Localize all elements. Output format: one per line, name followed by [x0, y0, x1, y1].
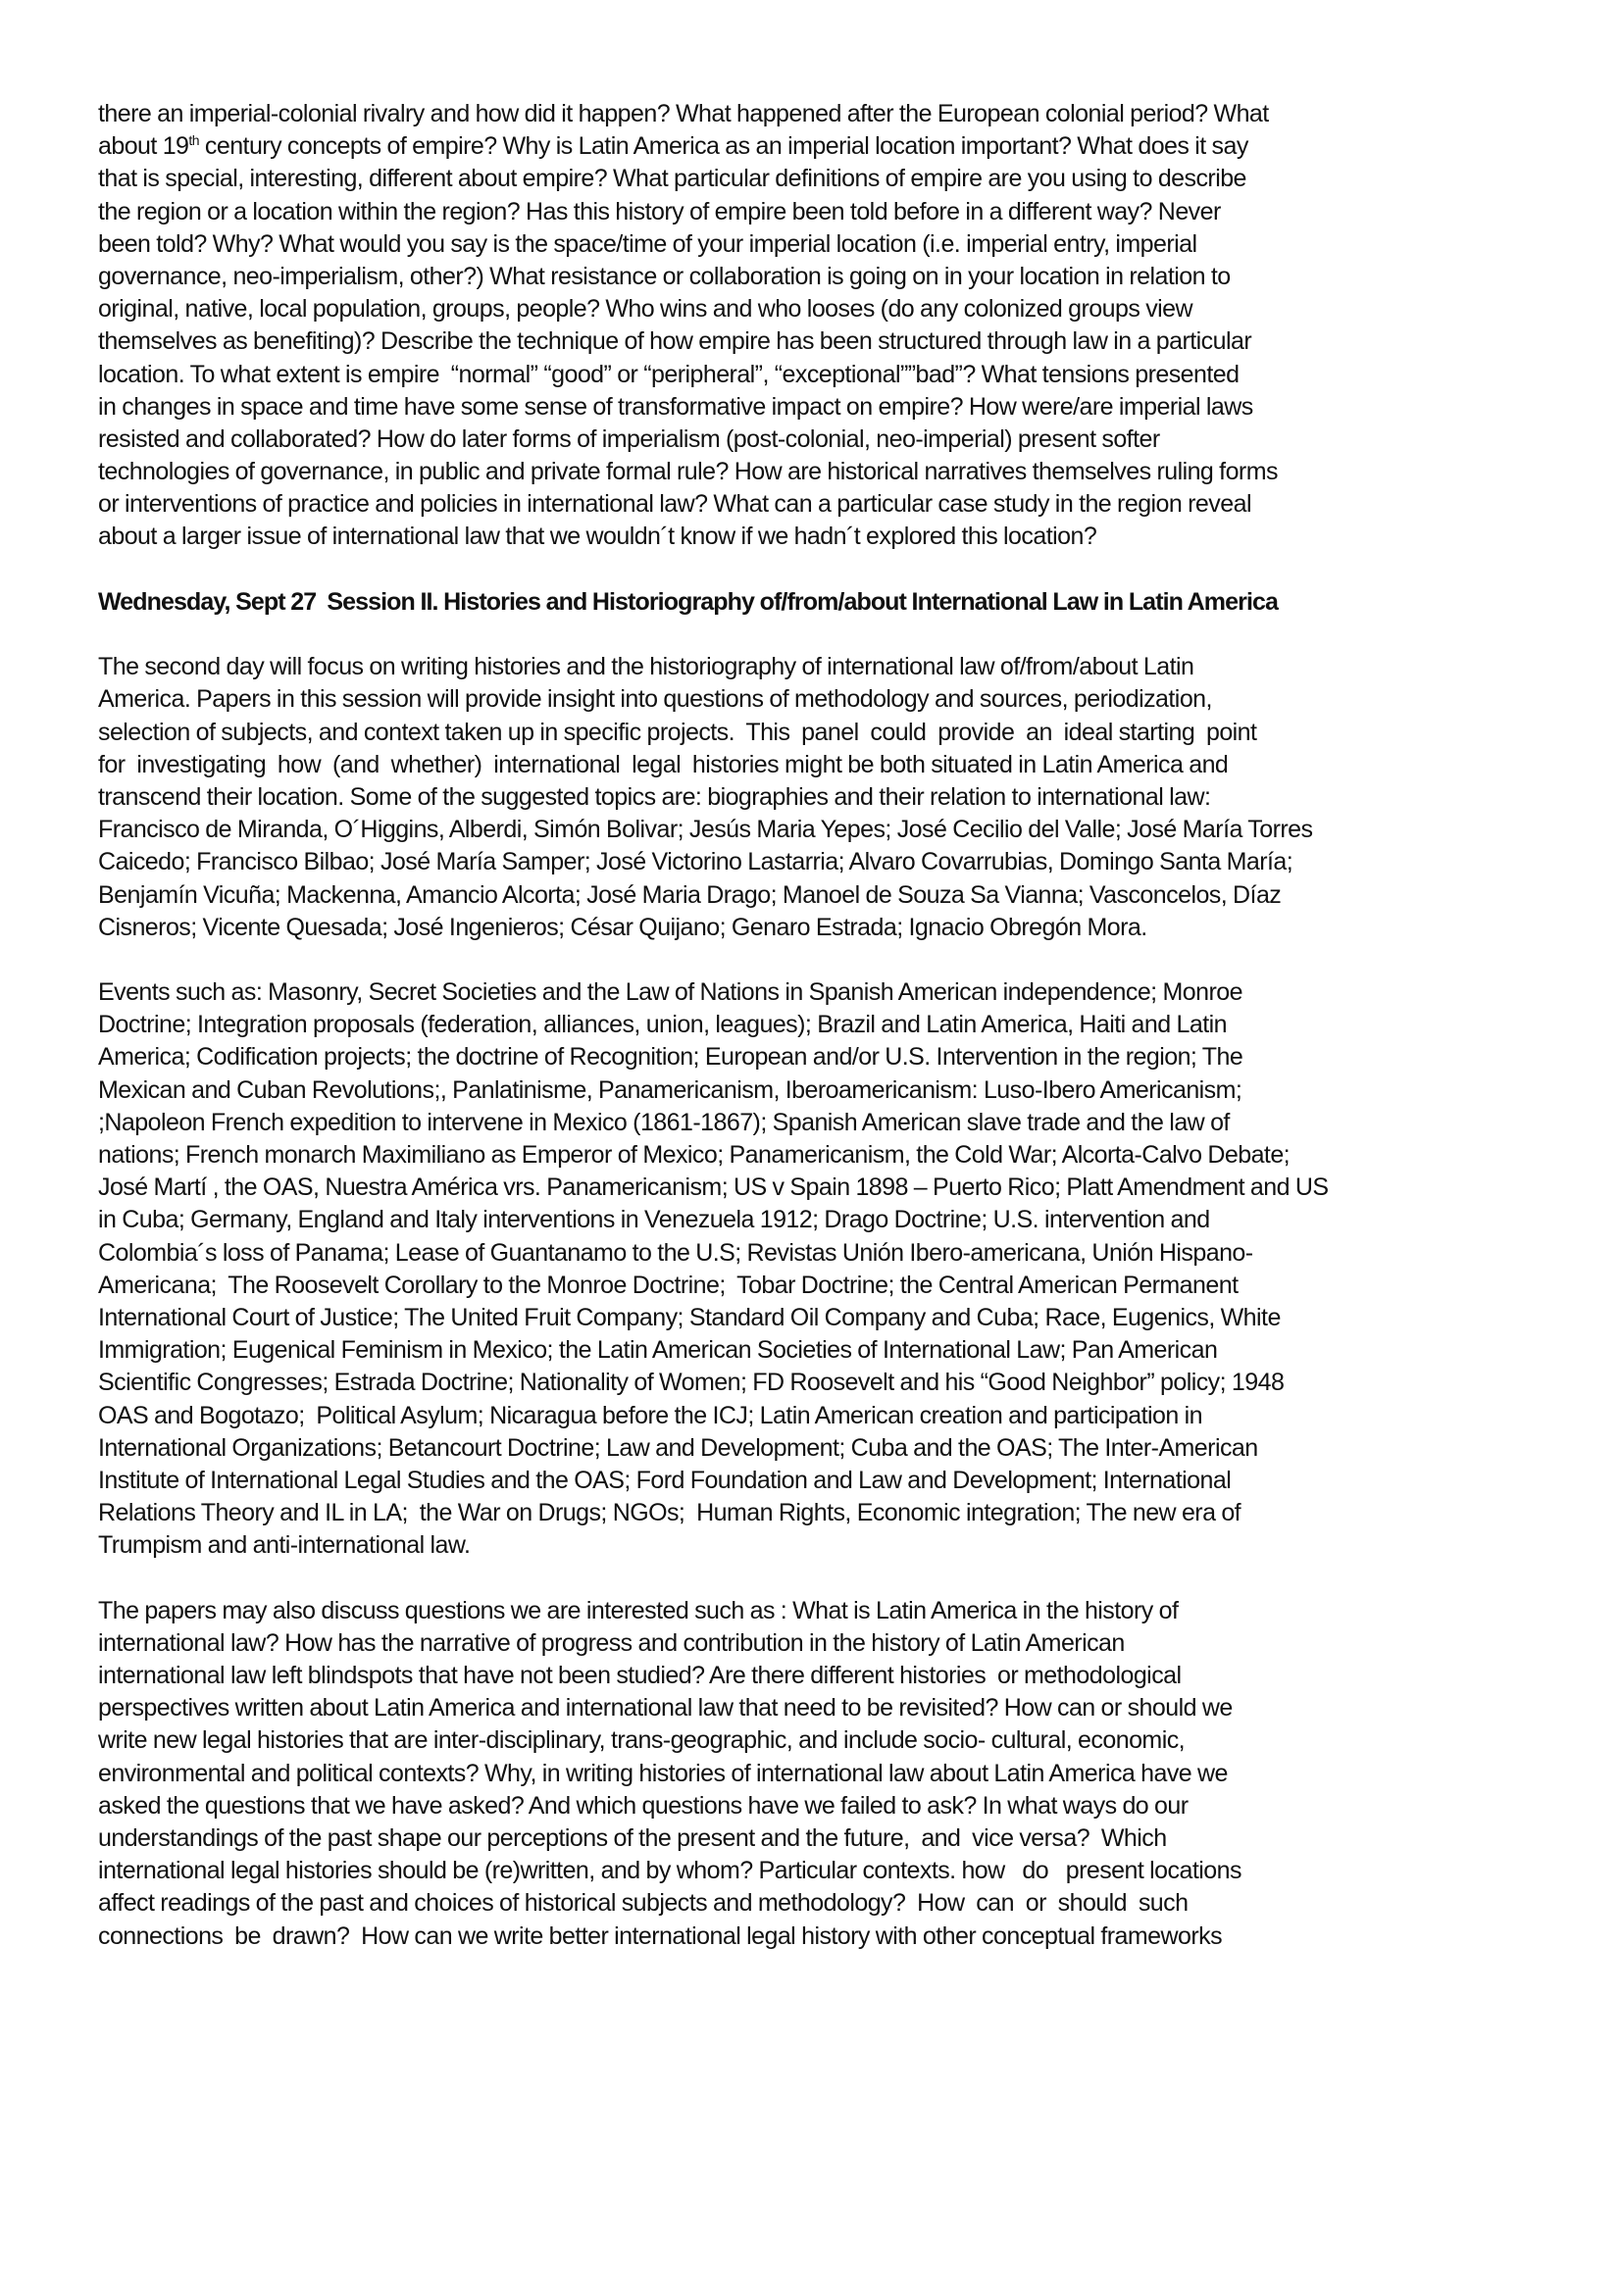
events-line: Doctrine; Integration proposals (federation, alliances, union, leagues); Brazil and Latin America, Haiti and Latin	[98, 1011, 1227, 1039]
questions-line: asked the questions that we have asked? And which questions have we failed to ask? In what ways do our	[98, 1791, 1189, 1820]
session-heading-text: Wednesday, Sept 27 Session II. Histories and Historiography of/from/about International Law in Latin America	[98, 587, 1279, 616]
questions-line: international law? How has the narrative of progress and contribution in the history of Latin American	[98, 1628, 1125, 1657]
intro-line: original, native, local population, groups, people? Who wins and who looses (do any colonized groups view	[98, 295, 1193, 324]
paragraph-gap	[98, 944, 1540, 976]
intro-line: or interventions of practice and policies in international law? What can a particular case study in the region reveal	[98, 490, 1251, 519]
session-line: America. Papers in this session will provide insight into questions of methodology and sources, periodization,	[98, 685, 1212, 714]
intro-line: location. To what extent is empire “normal” “good” or “peripheral”, “exceptional””bad”? What tensions presented	[98, 360, 1240, 388]
questions-line: international legal histories should be (re)written, and by whom? Particular contexts. how do present locations	[98, 1857, 1241, 1885]
events-line: Trumpism and anti-international law.	[98, 1531, 471, 1560]
events-line: Mexican and Cuban Revolutions;, Panlatinisme, Panamericanism, Iberoamericanism: Luso-Ibero Americanism;	[98, 1075, 1242, 1104]
events-line: Relations Theory and IL in LA; the War on Drugs; NGOs; Human Rights, Economic integration; The new era of	[98, 1499, 1241, 1527]
intro-line: the region or a location within the region? Has this history of empire been told before in a different way? Never	[98, 197, 1221, 225]
intro-line: resisted and collaborated? How do later forms of imperialism (post-colonial, neo-imperial) present softer	[98, 424, 1160, 453]
questions-line: write new legal histories that are inter-disciplinary, trans-geographic, and include socio- cultural, economic,	[98, 1726, 1186, 1755]
session-line: The second day will focus on writing histories and the historiography of international law of/from/about Latin	[98, 653, 1194, 681]
questions-paragraph	[98, 1595, 1540, 1953]
intro-line: themselves as benefiting)? Describe the technique of how empire has been structured through law in a particular	[98, 327, 1252, 356]
session-line: transcend their location. Some of the suggested topics are: biographies and their relation to international law:	[98, 782, 1211, 811]
events-line: Americana; The Roosevelt Corollary to the Monroe Doctrine; Tobar Doctrine; the Central American Permanent	[98, 1271, 1239, 1299]
questions-line: The papers may also discuss questions we are interested such as : What is Latin America in the history of	[98, 1596, 1179, 1624]
questions-line: connections be drawn? How can we write better international legal history with other conceptual frameworks	[98, 1922, 1223, 1950]
session-line: for investigating how (and whether) international legal histories might be both situated in Latin America and	[98, 750, 1229, 778]
session-line: Caicedo; Francisco Bilbao; José María Samper; José Victorino Lastarria; Alvaro Covarrubias, Domingo Santa María;	[98, 848, 1293, 876]
questions-line: perspectives written about Latin America and international law that need to be revisited? How can or should we	[98, 1694, 1233, 1722]
events-line: Events such as: Masonry, Secret Societies and the Law of Nations in Spanish American independence; Monroe	[98, 978, 1242, 1007]
paragraph-gap	[98, 554, 1540, 586]
paragraph-gap	[98, 1562, 1540, 1594]
session-line: Cisneros; Vicente Quesada; José Ingenieros; César Quijano; Genaro Estrada; Ignacio Obregón Mora.	[98, 913, 1147, 941]
intro-line: been told? Why? What would you say is the space/time of your imperial location (i.e. imperial entry, imperial	[98, 229, 1197, 258]
events-line: in Cuba; Germany, England and Italy interventions in Venezuela 1912; Drago Doctrine; U.S. intervention and	[98, 1206, 1210, 1234]
intro-line: about 19th century concepts of empire? Why is Latin America as an imperial location important? What does it say	[98, 132, 1248, 161]
events-line: ;Napoleon French expedition to intervene in Mexico (1861-1867); Spanish American slave trade and the law of	[98, 1108, 1230, 1136]
events-paragraph	[98, 976, 1540, 1562]
intro-paragraph	[98, 98, 1540, 554]
intro-line: technologies of governance, in public and private formal rule? How are historical narratives themselves ruling forms	[98, 458, 1278, 486]
document-page	[98, 98, 1540, 1953]
events-line: Colombia´s loss of Panama; Lease of Guantanamo to the U.S; Revistas Unión Ibero-americana, Unión Hispano-	[98, 1238, 1253, 1267]
intro-line: about a larger issue of international law that we wouldn´t know if we hadn´t explored this location?	[98, 523, 1097, 551]
session-description-paragraph	[98, 651, 1540, 944]
session-heading	[98, 586, 1540, 619]
questions-line: understandings of the past shape our perceptions of the present and the future, and vice versa? Which	[98, 1823, 1167, 1852]
paragraph-gap	[98, 619, 1540, 651]
intro-line: there an imperial-colonial rivalry and how did it happen? What happened after the European colonial period? What	[98, 100, 1269, 127]
events-line: International Organizations; Betancourt Doctrine; Law and Development; Cuba and the OAS; The Inter-American	[98, 1433, 1258, 1462]
questions-line: affect readings of the past and choices of historical subjects and methodology? How can or should such	[98, 1889, 1189, 1918]
events-line: Institute of International Legal Studies and the OAS; Ford Foundation and Law and Development; International	[98, 1466, 1232, 1494]
events-line: America; Codification projects; the doctrine of Recognition; European and/or U.S. Intervention in the region; The	[98, 1043, 1243, 1072]
superscript: th	[188, 132, 199, 149]
intro-line: in changes in space and time have some sense of transformative impact on empire? How were/are imperial laws	[98, 392, 1253, 421]
session-line: selection of subjects, and context taken up in specific projects. This panel could provide an ideal starting point	[98, 718, 1257, 746]
questions-line: environmental and political contexts? Why, in writing histories of international law about Latin America have we	[98, 1759, 1228, 1787]
session-line: Benjamín Vicuña; Mackenna, Amancio Alcorta; José Maria Drago; Manoel de Souza Sa Vianna; Vasconcelos, Díaz	[98, 880, 1282, 909]
session-line: Francisco de Miranda, O´Higgins, Alberdi, Simón Bolivar; Jesús Maria Yepes; José Cecilio del Valle; José María Torres	[98, 816, 1313, 844]
intro-line: that is special, interesting, different about empire? What particular definitions of empire are you using to describe	[98, 165, 1246, 193]
questions-line: international law left blindspots that have not been studied? Are there different histories or methodological	[98, 1662, 1182, 1689]
events-line: International Court of Justice; The United Fruit Company; Standard Oil Company and Cuba; Race, Eugenics, White	[98, 1303, 1281, 1331]
events-line: nations; French monarch Maximiliano as Emperor of Mexico; Panamericanism, the Cold War; Alcorta-Calvo Debate;	[98, 1141, 1291, 1169]
intro-line: governance, neo-imperialism, other?) What resistance or collaboration is going on in your location in relation to	[98, 262, 1231, 290]
events-line: Immigration; Eugenical Feminism in Mexico; the Latin American Societies of International Law; Pan American	[98, 1336, 1218, 1365]
events-line: José Martí , the OAS, Nuestra América vrs. Panamericanism; US v Spain 1898 – Puerto Rico; Platt Amendment and US	[98, 1173, 1329, 1202]
events-line: Scientific Congresses; Estrada Doctrine; Nationality of Women; FD Roosevelt and his “Good Neighbor” policy; 1948	[98, 1369, 1285, 1397]
events-line: OAS and Bogotazo; Political Asylum; Nicaragua before the ICJ; Latin American creation and participation in	[98, 1401, 1202, 1429]
